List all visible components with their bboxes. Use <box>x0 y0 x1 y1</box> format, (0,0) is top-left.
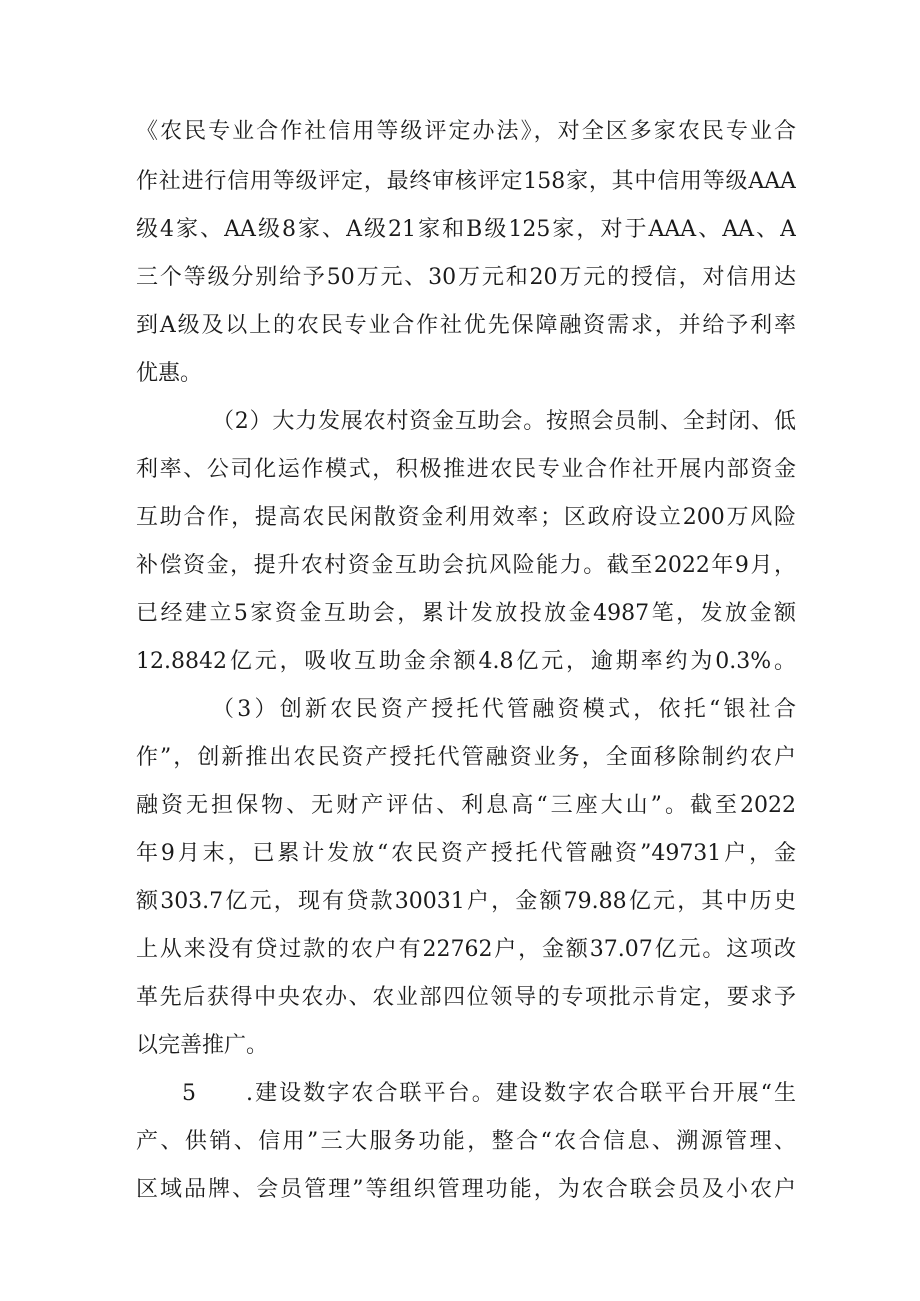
paragraph-2-line-3: 互助合作，提高农民闲散资金利用效率；区政府设立200万风险 <box>136 505 796 530</box>
paragraph-3-line-3: 融资无担保物、无财产评估、利息高“三座大山”。截至2022 <box>136 793 796 818</box>
paragraph-1-line-5: 到A级及以上的农民专业合作社优先保障融资需求，并给予利率 <box>136 313 796 338</box>
paragraph-3-line-8: 以完善推广。 <box>136 1033 269 1058</box>
paragraph-2-line-5: 已经建立5家资金互助会，累计发放投放金4987笔，发放金额 <box>136 601 796 626</box>
paragraph-4-line-2: 产、供销、信用”三大服务功能，整合“农合信息、溯源管理、 <box>136 1129 796 1154</box>
list-item-number: 5 <box>182 1081 196 1106</box>
paragraph-4-line-1: .建设数字农合联平台。建设数字农合联平台开展“生 <box>246 1081 796 1106</box>
paragraph-4-line-3: 区域品牌、会员管理”等组织管理功能，为农合联会员及小农户 <box>136 1177 796 1202</box>
paragraph-2-line-4: 补偿资金，提升农村资金互助会抗风险能力。截至2022年9月， <box>136 553 796 578</box>
paragraph-3-line-7: 革先后获得中央农办、农业部四位领导的专项批示肯定，要求予 <box>136 985 796 1010</box>
paragraph-2-line-6: 12.8842亿元，吸收互助金余额4.8亿元，逾期率约为0.3%。 <box>136 649 796 674</box>
paragraph-1-line-6: 优惠。 <box>136 361 203 386</box>
paragraph-1-line-2: 作社进行信用等级评定，最终审核评定158家，其中信用等级AAA <box>136 169 796 194</box>
paragraph-3-line-1: （3）创新农民资产授托代管融资模式，依托“银社合 <box>212 697 796 722</box>
paragraph-1-line-3: 级4家、AA级8家、A级21家和B级125家，对于AAA、AA、A <box>136 217 796 242</box>
paragraph-3-line-2: 作”，创新推出农民资产授托代管融资业务，全面移除制约农户 <box>136 745 796 770</box>
paragraph-1-line-4: 三个等级分别给予50万元、30万元和20万元的授信，对信用达 <box>136 265 796 290</box>
paragraph-3-line-5: 额303.7亿元，现有贷款30031户，金额79.88亿元，其中历史 <box>136 889 796 914</box>
paragraph-2-line-1: （2）大力发展农村资金互助会。按照会员制、全封闭、低 <box>212 409 796 434</box>
paragraph-3-line-4: 年9月末，已累计发放“农民资产授托代管融资”49731户，金 <box>136 841 796 866</box>
paragraph-1-line-1: 《农民专业合作社信用等级评定办法》，对全区多家农民专业合 <box>136 119 796 144</box>
paragraph-3-line-6: 上从来没有贷过款的农户有22762户，金额37.07亿元。这项改 <box>136 937 796 962</box>
paragraph-2-line-2: 利率、公司化运作模式，积极推进农民专业合作社开展内部资金 <box>136 457 796 482</box>
